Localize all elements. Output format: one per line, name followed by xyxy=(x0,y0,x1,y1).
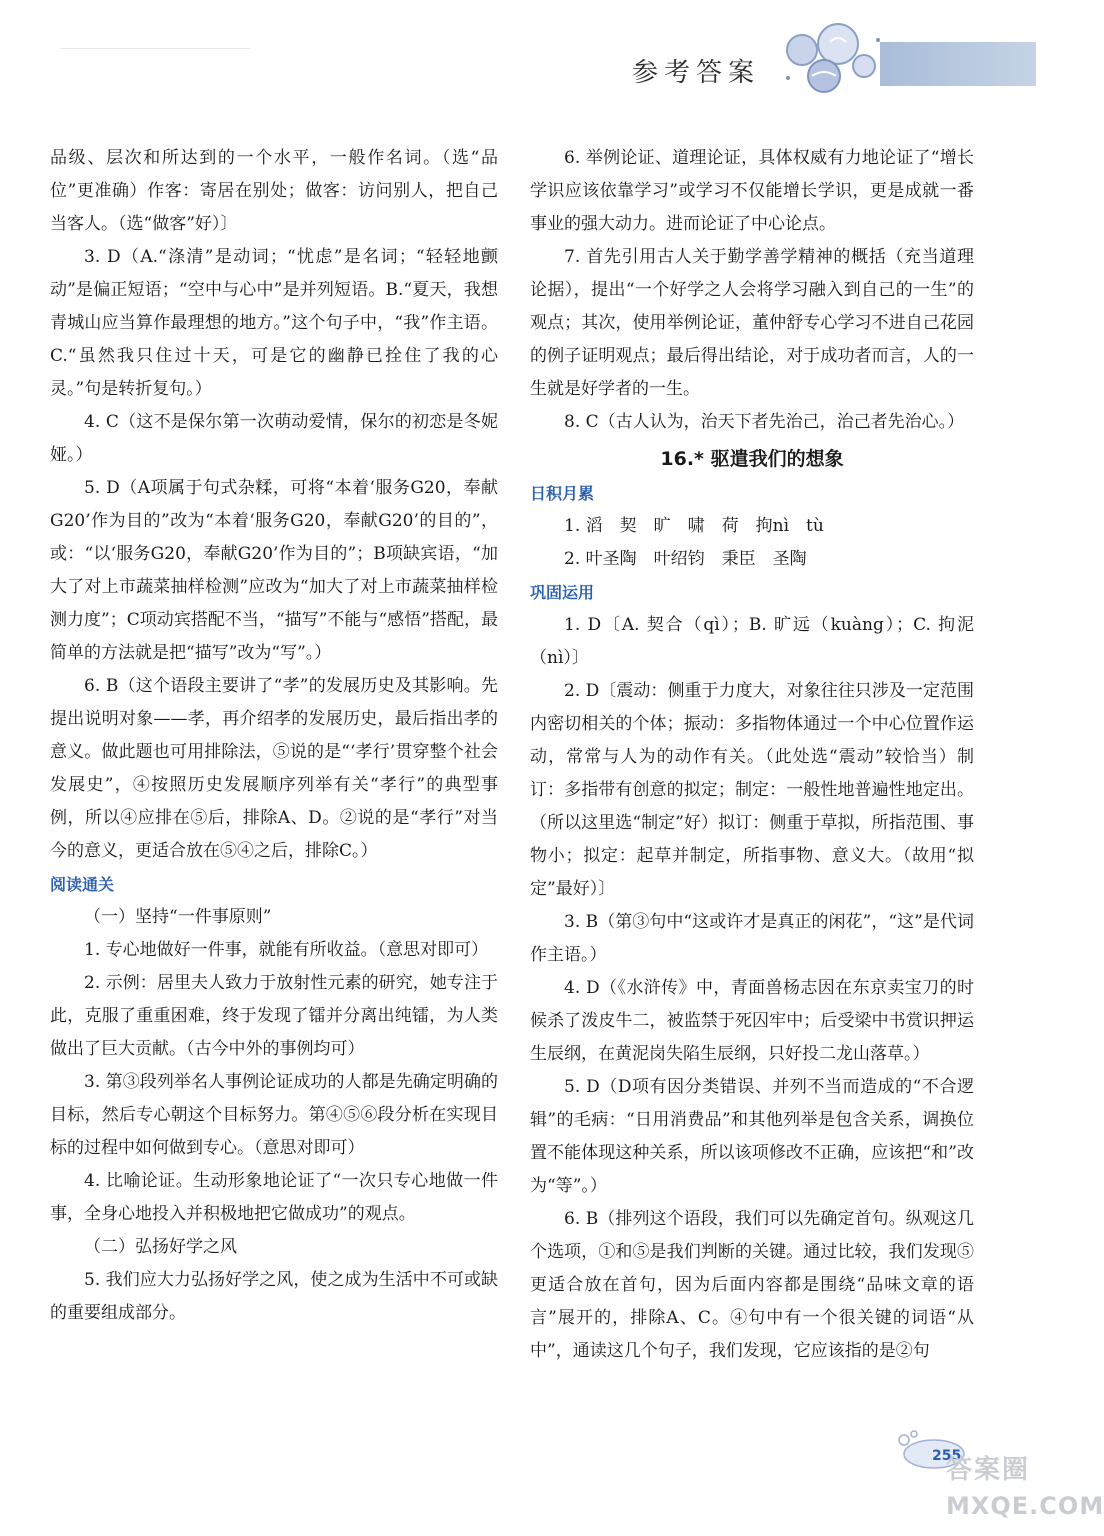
section-heading-reading: 阅读通关 xyxy=(50,875,115,894)
answer-paragraph: 2. 示例：居里夫人致力于放射性元素的研究，她专注于此，克服了重重困难，终于发现了镭并分离出纯镭，为人类做出了巨大贡献。（古今中外的事例均可） xyxy=(50,973,498,1059)
answer-paragraph: 6. 举例论证、道理论证，具体权威有力地论证了“增长学识应该依靠学习”或学习不仅能增长学识，更是成就一番事业的强大动力。进而论证了中心论点。 xyxy=(530,148,974,234)
answer-paragraph: 3. B（第③句中“这或许才是真正的闲花”，“这”是代词作主语。） xyxy=(530,912,974,965)
page-number: 255 xyxy=(932,1448,962,1464)
answer-paragraph: 4. D（《水浒传》中，青面兽杨志因在东京卖宝刀的时候杀了泼皮牛二，被监禁于死囚牢中；后受梁中书赏识押运生辰纲，在黄泥岗失陷生辰纲，只好投二龙山落草。） xyxy=(530,978,974,1064)
right-column xyxy=(530,142,974,1368)
header-band xyxy=(880,42,1036,86)
answer-paragraph: 4. C（这不是保尔第一次萌动爱情，保尔的初恋是冬妮娅。） xyxy=(50,412,498,465)
watermark-line-1: 答案圈 xyxy=(946,1455,1031,1485)
answer-paragraph: 1. 专心地做好一件事，就能有所收益。（意思对即可） xyxy=(84,940,489,960)
answer-paragraph: 7. 首先引用古人关于勤学善学精神的概括（充当道理论据），提出“一个好学之人会将学习融入到自己的一生”的观点；其次，使用举例论证，董仲舒专心学习不进自己花园的例子证明观点；最后得出结论，对于成功者而言，人的一生就是好学者的一生。 xyxy=(530,247,974,399)
answer-paragraph: 6. B（这个语段主要讲了“孝”的发展历史及其影响。先提出说明对象——孝，再介绍孝的发展历史，最后指出孝的意义。做此题也可用排除法，⑤说的是“‘孝行’贯穿整个社会发展史”，④按照历史发展顺序列举有关“孝行”的典型事例，所以④应排在⑤后，排除A、D。②说的是“孝行”对当今的意义，更适合放在⑤④之后，排除C。） xyxy=(50,676,498,861)
watermark xyxy=(946,1452,1104,1524)
bubbles-decoration-icon xyxy=(778,18,888,100)
watermark-line-2: MXQE.COM xyxy=(946,1492,1104,1520)
chapter-title: 16.* 驱遣我们的想象 xyxy=(660,448,844,470)
section-heading-consolidate: 巩固运用 xyxy=(530,583,595,602)
answer-paragraph: 5. D（D项有因分类错误、并列不当而造成的“不合逻辑”的毛病：“日用消费品”和其他列举是包含关系，调换位置不能体现这种关系，所以该项修改不正确，应该把“和”改为“等”。） xyxy=(530,1077,974,1196)
section-heading-daily: 日积月累 xyxy=(530,484,595,503)
answer-paragraph: 2. 叶圣陶 叶绍钧 秉臣 圣陶 xyxy=(564,549,807,569)
subsection-title: （二）弘扬好学之风 xyxy=(84,1237,237,1257)
answer-paragraph: 5. 我们应大力弘扬好学之风，使之成为生活中不可或缺的重要组成部分。 xyxy=(50,1270,498,1323)
answer-paragraph: 2. D〔震动：侧重于力度大，对象往往只涉及一定范围内密切相关的个体；振动：多指物体通过一个中心位置作运动，常常与人为的动作有关。（此处选“震动”较恰当）制订：多指带有创意的拟定；制定：一般性地普遍性地定出。（所以这里选“制定”好）拟订：侧重于草拟，所指范围、事物小；拟定：起草并制定，所指事物、意义大。（故用“拟定”最好）〕 xyxy=(530,681,974,899)
left-column xyxy=(50,142,498,1330)
answer-paragraph: 6. B（排列这个语段，我们可以先确定首句。纵观这几个选项，①和⑤是我们判断的关键。通过比较，我们发现⑤更适合放在首句，因为后面内容都是围绕“品味文章的语言”展开的，排除A、C。④句中有一个很关键的词语“从中”，通读这几个句子，我们发现，它应该指的是②句 xyxy=(530,1209,974,1361)
page-header-title: 参考答案 xyxy=(632,58,761,88)
answer-paragraph: 3. 第③段列举名人事例论证成功的人都是先确定明确的目标，然后专心朝这个目标努力。第④⑤⑥段分析在实现目标的过程中如何做到专心。（意思对即可） xyxy=(50,1072,498,1158)
answer-paragraph: 品级、层次和所达到的一个水平，一般作名词。（选“品位”更准确）作客：寄居在别处；做客：访问别人，把自己当客人。（选“做客”好）〕 xyxy=(50,148,498,234)
answer-paragraph: 1. 滔 契 旷 啸 荷 拘nì tù xyxy=(564,516,824,536)
top-rule xyxy=(60,48,250,49)
subsection-title: （一）坚持“一件事原则” xyxy=(84,907,272,927)
answer-paragraph: 8. C（古人认为，治天下者先治己，治己者先治心。） xyxy=(564,412,965,432)
answer-paragraph: 5. D（A项属于句式杂糅，可将“本着‘服务G20，奉献G20’作为目的”改为“本着‘服务G20，奉献G20’的目的”，或：“以‘服务G20，奉献G20’作为目的”；B项缺宾语，“加大了对上市蔬菜抽样检测”应改为“加大了对上市蔬菜抽样检测力度”；C项动宾搭配不当，“描写”不能与“感悟”搭配，最简单的方法就是把“描写”改为“写”。） xyxy=(50,478,498,663)
answer-paragraph: 4. 比喻论证。生动形象地论证了“一次只专心地做一件事，全身心地投入并积极地把它做成功”的观点。 xyxy=(50,1171,498,1224)
answer-paragraph: 3. D（A.“涤清”是动词；“忧虑”是名词；“轻轻地颤动”是偏正短语；“空中与心中”是并列短语。B.“夏天，我想青城山应当算作最理想的地方。”这个句子中，“我”作主语。C.“虽然我只住过十天，可是它的幽静已拴住了我的心灵。”句是转折复句。） xyxy=(50,247,498,399)
answer-paragraph: 1. D〔A. 契合（qì）；B. 旷远（kuàng）；C. 拘泥（nì）〕 xyxy=(530,615,974,668)
